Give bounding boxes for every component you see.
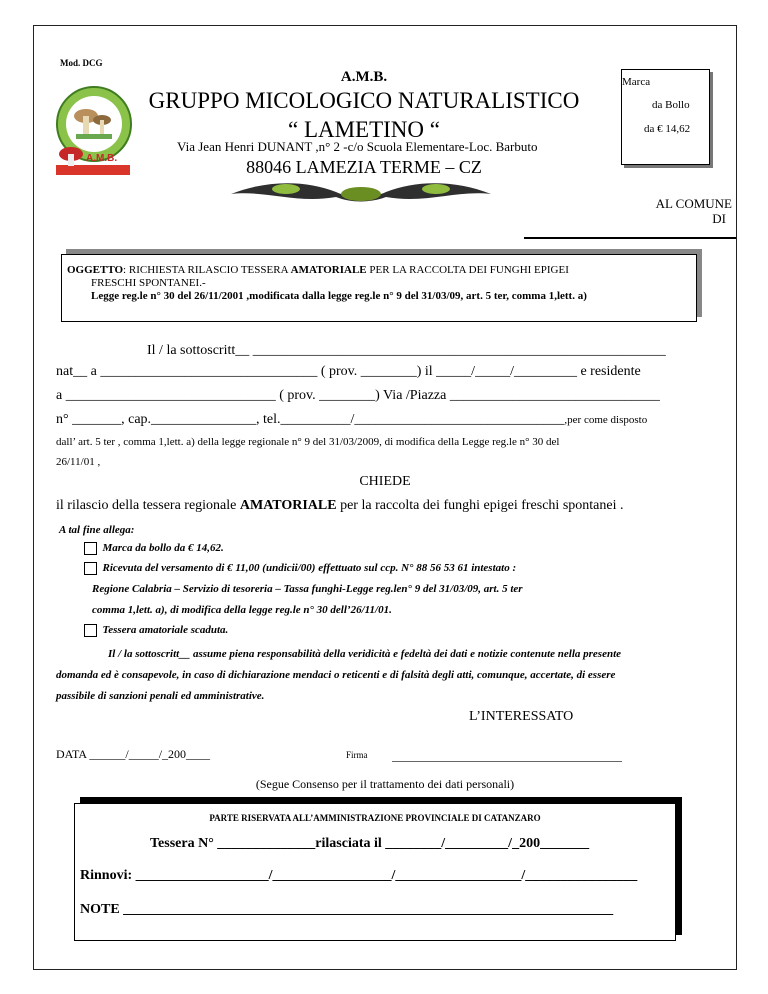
amb-banner-logo <box>56 143 130 177</box>
chiede-heading: CHIEDE <box>359 474 411 489</box>
revenue-stamp-box <box>621 69 710 165</box>
stamp-line2: da Bollo <box>652 99 690 111</box>
notes-field[interactable]: NOTE ______________________________________________________________________ <box>80 902 614 917</box>
attachment-receipt-line3: comma 1,lett. a), di modifica della legge reg.le n° 30 dell’26/11/01. <box>92 604 392 616</box>
attachment-receipt-line2: Regione Calabria – Servizio di tesoreria – Tassa funghi-Legge reg.len° 9 del 31/03/09, art. 5 ter <box>92 583 523 595</box>
interessato-label: L’INTERESSATO <box>469 709 574 724</box>
responsibility-line1: Il / la sottoscritt__ assume piena responsabilità della veridicità e fedeltà dei dati e notizie contenute nella presente <box>108 648 622 660</box>
checkbox-expired-card[interactable] <box>84 624 97 637</box>
subject-line1: OGGETTO: RICHIESTA RILASCIO TESSERA AMATORIALE PER LA RACCOLTA DEI FUNGHI EPIGEI <box>67 264 569 276</box>
reserved-title: PARTE RISERVATA ALL’AMMINISTRAZIONE PROVINCIALE DI CATANZARO <box>209 813 541 823</box>
org-subtitle: “ LAMETINO “ <box>287 117 440 142</box>
org-abbreviation: A.M.B. <box>340 69 388 85</box>
org-city: 88046 LAMEZIA TERME – CZ <box>246 157 482 177</box>
request-text: il rilascio della tessera regionale AMATORIALE per la raccolta dei funghi epigei freschi spontanei . <box>56 498 624 513</box>
amb-banner-logo-text: A.M.B. <box>86 153 118 164</box>
form-code: Mod. DCG <box>60 58 103 68</box>
field-birth[interactable]: nat__ a _______________________________ ( prov. ________) il _____/_____/_________ e residente <box>56 364 641 379</box>
org-name: GRUPPO MICOLOGICO NATURALISTICO <box>148 88 580 113</box>
subject-line2: FRESCHI SPONTANEI.- <box>91 277 206 289</box>
law-reference: dall’ art. 5 ter , comma 1,lett. a) della legge regionale n° 9 del 31/03/2009, di modifica della Legge reg.le n° 30 del <box>56 436 560 448</box>
responsibility-line2: domanda ed è consapevole, in caso di dichiarazione mendaci o reticenti e di falsità degli atti, comunque, accertate, di essere <box>56 669 616 681</box>
decorative-divider <box>226 177 496 207</box>
stamp-line3: da € 14,62 <box>644 123 691 135</box>
recipient-line <box>524 237 736 239</box>
law-reference-end: 26/11/01 , <box>56 456 101 468</box>
subject-label: OGGETTO <box>67 264 124 276</box>
signature-line[interactable] <box>392 761 622 762</box>
consent-note: (Segue Consenso per il trattamento dei dati personali) <box>255 777 515 791</box>
attachment-stamp[interactable]: Marca da bollo da € 14,62. <box>84 542 224 555</box>
attachment-receipt[interactable]: Ricevuta del versamento di € 11,00 (undicii/00) effettuato sul ccp. N° 88 56 53 61 intestato : <box>84 562 516 575</box>
form-page <box>33 25 737 970</box>
subject-box <box>61 254 697 322</box>
attachments-title: A tal fine allega: <box>59 524 135 536</box>
checkbox-receipt[interactable] <box>84 562 97 575</box>
subject-line3: Legge reg.le n° 30 del 26/11/2001 ,modificata dalla legge reg.le n° 9 del 31/03/09, art. 5 ter, comma 1,lett. a) <box>91 290 587 302</box>
recipient-line1: AL COMUNE <box>655 196 732 211</box>
recipient-line2: DI <box>712 211 726 226</box>
card-number-field[interactable]: Tessera N° ______________rilasciata il ________/_________/_200_______ <box>150 836 590 851</box>
reserved-section <box>74 803 676 941</box>
field-residence[interactable]: a ______________________________ ( prov. ________) Via /Piazza ______________________________ <box>56 388 660 403</box>
checkbox-stamp[interactable] <box>84 542 97 555</box>
field-undersigned[interactable]: Il / la sottoscritt__ ___________________________________________________________ <box>147 343 666 358</box>
signature-label: Firma <box>346 750 368 760</box>
responsibility-line3: passibile di sanzioni penali ed amministrative. <box>56 690 265 702</box>
date-field[interactable]: DATA ______/_____/_200____ <box>56 747 211 761</box>
attachment-expired-card[interactable]: Tessera amatoriale scaduta. <box>84 624 228 637</box>
org-address: Via Jean Henri DUNANT ,n° 2 -c/o Scuola Elementare-Loc. Barbuto <box>177 139 538 154</box>
recipient <box>656 196 732 226</box>
stamp-line1: Marca <box>622 76 651 88</box>
renewals-field[interactable]: Rinnovi: ___________________/_________________/__________________/________________ <box>80 868 638 883</box>
field-contacts[interactable]: n° _______, cap._______________, tel.__________/______________________________,per come disposto <box>56 412 648 427</box>
